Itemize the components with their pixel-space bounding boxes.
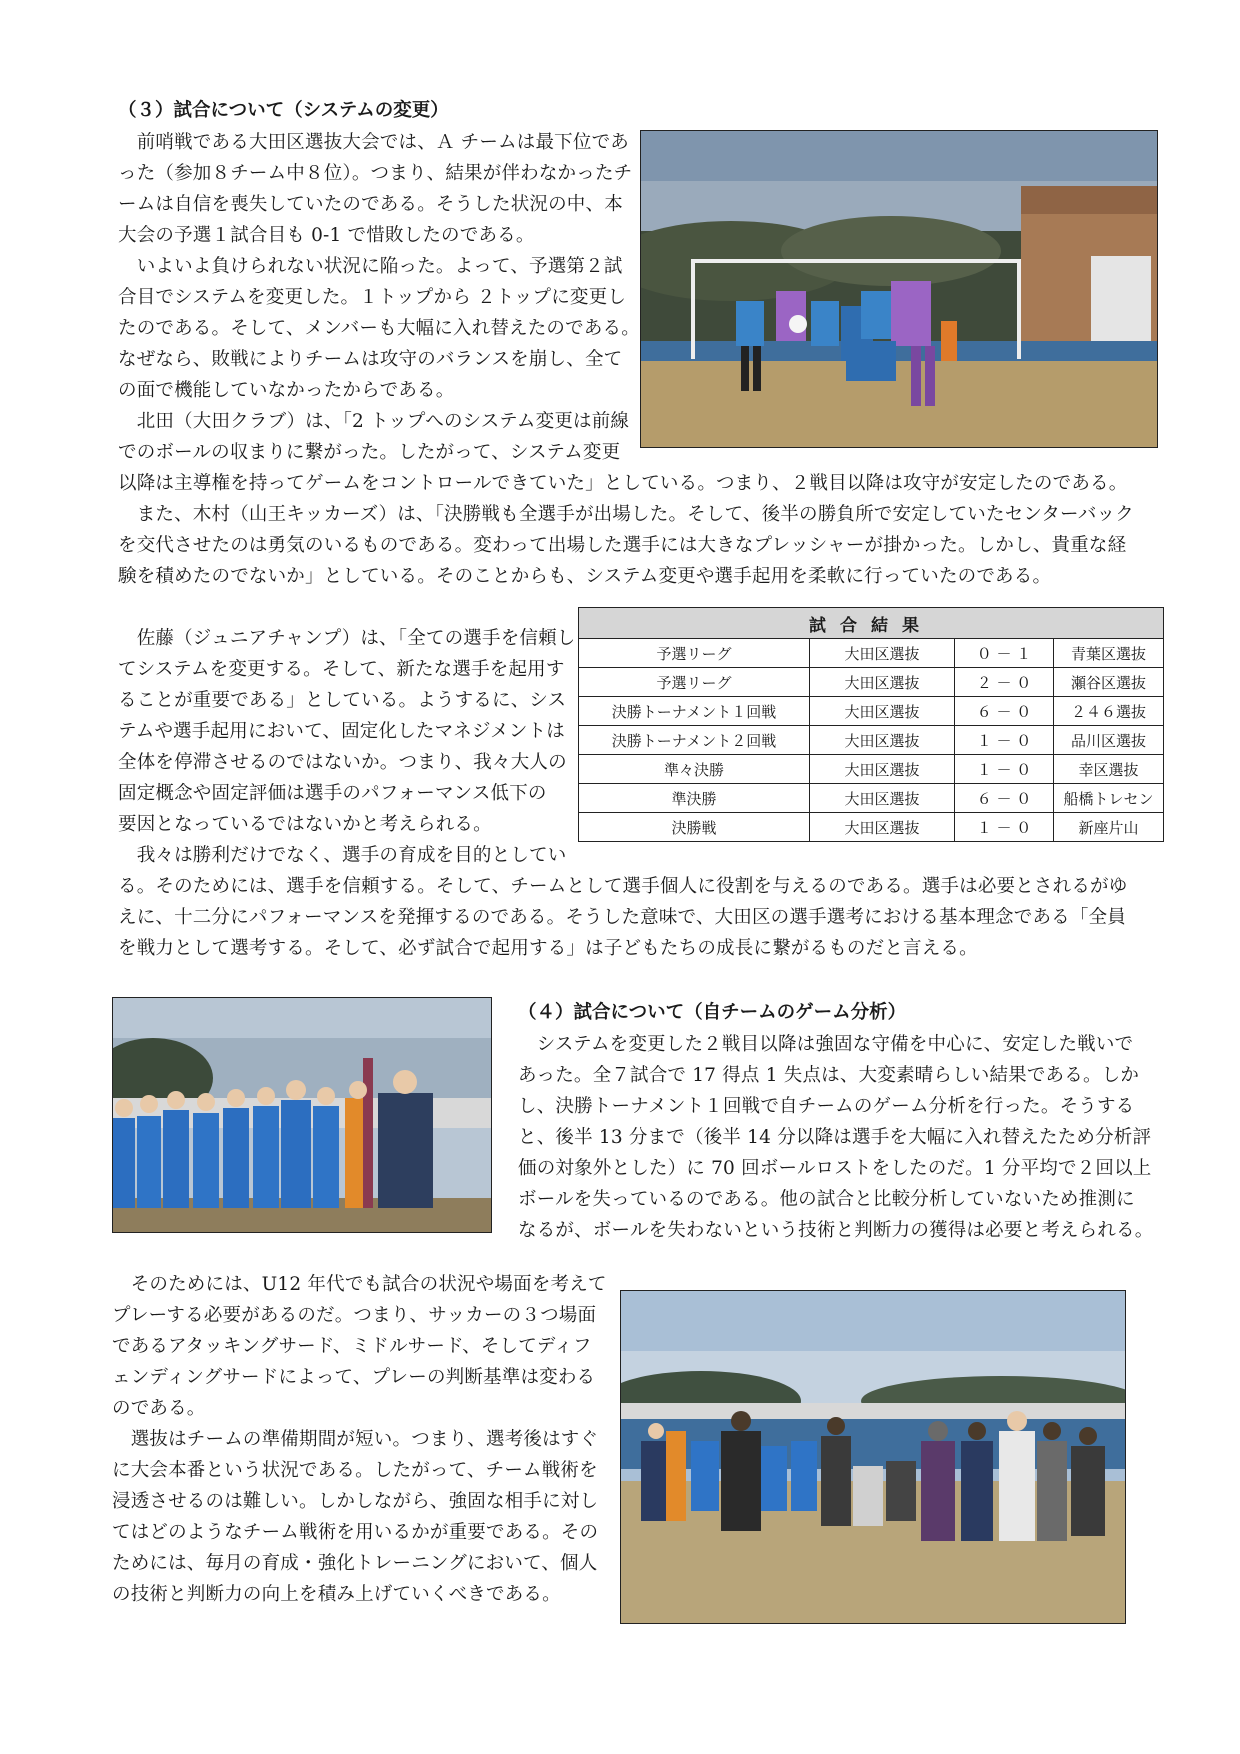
text-line: った（参加８チーム中８位）。つまり、結果が伴わなかったチ xyxy=(118,163,633,184)
opponent-team: 幸区選抜 xyxy=(1054,755,1164,784)
opponent-team: 品川区選抜 xyxy=(1054,726,1164,755)
match-score: １ － ０ xyxy=(955,726,1054,755)
text-line: ることが重要である」としている。ようするに、シス xyxy=(118,690,567,711)
match-round: 予選リーグ xyxy=(579,668,810,697)
text-line: プレーする必要があるのだ。つまり、サッカーの３つ場面 xyxy=(112,1305,597,1326)
match-round: 準決勝 xyxy=(579,784,810,813)
text-line: 価の対象外とした）に 70 回ボールロストをしたのだ。1 分平均で２回以上 xyxy=(518,1158,1152,1179)
text-line: あった。全７試合で 17 得点 1 失点は、大変素晴らしい結果である。しか xyxy=(518,1065,1140,1086)
section4-heading: （４）試合について（自チームのゲーム分析） xyxy=(518,1002,907,1023)
section4-paragraph-2 xyxy=(112,1269,607,1610)
text-line: 要因となっているではないかと考えられる。 xyxy=(118,814,492,835)
text-line: ームは自信を喪失していたのである。そうした状況の中、本 xyxy=(118,194,623,215)
match-round: 決勝トーナメント１回戦 xyxy=(579,697,810,726)
opponent-team: 青葉区選抜 xyxy=(1054,639,1164,668)
results-table-title: 試合結果 xyxy=(579,608,1164,639)
text-line: 大会の予選１試合目も 0-1 で惜敗したのである。 xyxy=(118,225,535,246)
opponent-team: ２４６選抜 xyxy=(1054,697,1164,726)
match-score: ６ － ０ xyxy=(955,697,1054,726)
text-line: なるが、ボールを失わないという技術と判断力の獲得は必要と考えられる。 xyxy=(518,1220,1154,1241)
home-team: 大田区選抜 xyxy=(810,668,955,697)
text-line: 前哨戦である大田区選抜大会では、Ａ チームは最下位であ xyxy=(118,132,629,153)
text-line: たのである。そして、メンバーも大幅に入れ替えたのである。 xyxy=(118,318,640,339)
text-line: し、決勝トーナメント１回戦で自チームのゲーム分析を行った。そうする xyxy=(518,1096,1135,1117)
text-line: と、後半 13 分まで（後半 14 分以降は選手を大幅に入れ替えたため分析評 xyxy=(518,1127,1152,1148)
text-line: に大会本番という状況である。したがって、チーム戦術を xyxy=(112,1460,598,1481)
match-round: 決勝戦 xyxy=(579,813,810,842)
text-line: のである。 xyxy=(112,1398,206,1419)
text-line: てはどのようなチーム戦術を用いるかが重要である。その xyxy=(112,1522,599,1543)
text-line: なぜなら、敗戦によりチームは攻守のバランスを崩し、全て xyxy=(118,349,623,370)
text-line: えに、十二分にパフォーマンスを発揮するのである。そうした意味で、大田区の選手選考における基本理念である「全員 xyxy=(118,907,1126,928)
home-team: 大田区選抜 xyxy=(810,639,955,668)
table-row xyxy=(579,697,1164,726)
text-line: を交代させたのは勇気のいるものである。変わって出場した選手には大きなプレッシャーが掛かった。しかし、貴重な経 xyxy=(118,535,1127,556)
text-line: ェンディングサードによって、プレーの判断基準は変わる xyxy=(112,1367,596,1388)
text-line: また、木村（山王キッカーズ）は、「決勝戦も全選手が出場した。そして、後半の勝負所で安定していたセンターバック xyxy=(118,504,1134,525)
section3-paragraph-4 xyxy=(118,499,1134,592)
text-line: の技術と判断力の向上を積み上げていくべきである。 xyxy=(112,1584,561,1605)
home-team: 大田区選抜 xyxy=(810,784,955,813)
team-photo-session xyxy=(620,1290,1126,1624)
text-line: システムを変更した２戦目以降は強固な守備を中心に、安定した戦いで xyxy=(518,1034,1134,1055)
match-score: １ － ０ xyxy=(955,755,1054,784)
results-table-header-row xyxy=(579,608,1164,639)
match-score: １ － ０ xyxy=(955,813,1054,842)
text-line: 選抜はチームの準備期間が短い。つまり、選考後はすぐ xyxy=(112,1429,599,1450)
section3-heading: （３）試合について（システムの変更） xyxy=(118,100,449,121)
match-score: ０ － １ xyxy=(955,639,1054,668)
table-row xyxy=(579,668,1164,697)
text-line: てシステムを変更する。そして、新たな選手を起用す xyxy=(118,659,565,680)
text-line: を戦力として選考する。そして、必ず試合で起用する」は子どもたちの成長に繋がるものだと言える。 xyxy=(118,938,978,959)
table-row xyxy=(579,813,1164,842)
text-line: ためには、毎月の育成・強化トレーニングにおいて、個人 xyxy=(112,1553,598,1574)
section4-paragraph-1 xyxy=(518,1029,1153,1246)
opponent-team: 新座片山 xyxy=(1054,813,1164,842)
text-line: 全体を停滞させるのではないか。つまり、我々大人の xyxy=(118,752,567,773)
home-team: 大田区選抜 xyxy=(810,726,955,755)
table-row xyxy=(579,726,1164,755)
award-ceremony-photo xyxy=(112,997,492,1233)
opponent-team: 瀬谷区選抜 xyxy=(1054,668,1164,697)
home-team: 大田区選抜 xyxy=(810,697,955,726)
match-score: ２ － ０ xyxy=(955,668,1054,697)
text-line: 験を積めたのでないか」としている。そのことからも、システム変更や選手起用を柔軟に行っていたのである。 xyxy=(118,566,1052,587)
table-row xyxy=(579,755,1164,784)
home-team: 大田区選抜 xyxy=(810,755,955,784)
table-row xyxy=(579,639,1164,668)
match-round: 予選リーグ xyxy=(579,639,810,668)
text-line: テムや選手起用において、固定化したマネジメントは xyxy=(118,721,565,742)
match-round: 準々決勝 xyxy=(579,755,810,784)
text-line: 我々は勝利だけでなく、選手の育成を目的としてい xyxy=(118,845,567,866)
table-row xyxy=(579,784,1164,813)
text-line: 浸透させるのは難しい。しかしながら、強固な相手に対し xyxy=(112,1491,599,1512)
section3-paragraph-2 xyxy=(118,251,640,406)
home-team: 大田区選抜 xyxy=(810,813,955,842)
text-line: 佐藤（ジュニアチャンプ）は、「全ての選手を信頼し xyxy=(118,628,576,649)
text-line: いよいよ負けられない状況に陥った。よって、予選第２試 xyxy=(118,256,623,277)
text-line: そのためには、U12 年代でも試合の状況や場面を考えて xyxy=(112,1274,607,1295)
text-line: 北田（大田クラブ）は、「2 トップへのシステム変更は前線 xyxy=(118,411,630,432)
text-line: であるアタッキングサード、ミドルサード、そしてディフ xyxy=(112,1336,592,1357)
text-line: 固定概念や固定評価は選手のパフォーマンス低下の xyxy=(118,783,547,804)
match-score: ６ － ０ xyxy=(955,784,1054,813)
text-line: ボールを失っているのである。他の試合と比較分析していないため推測に xyxy=(518,1189,1135,1210)
text-line: 以降は主導権を持ってゲームをコントロールできていた」としている。つまり、２戦目以降は攻守が安定したのである。 xyxy=(118,473,1128,494)
text-line: 合目でシステムを変更した。１トップから ２トップに変更し xyxy=(118,287,627,308)
text-line: でのボールの収まりに繋がった。したがって、システム変更 xyxy=(118,442,621,463)
results-table xyxy=(578,607,1164,842)
section3-paragraph-1 xyxy=(118,127,632,251)
text-line: る。そのためには、選手を信頼する。そして、チームとして選手個人に役割を与えるのである。選手は必要とされるがゆ xyxy=(118,876,1128,897)
opponent-team: 船橋トレセン xyxy=(1054,784,1164,813)
match-round: 決勝トーナメント２回戦 xyxy=(579,726,810,755)
soccer-match-photo xyxy=(640,130,1158,448)
text-line: の面で機能していなかったからである。 xyxy=(118,380,455,401)
